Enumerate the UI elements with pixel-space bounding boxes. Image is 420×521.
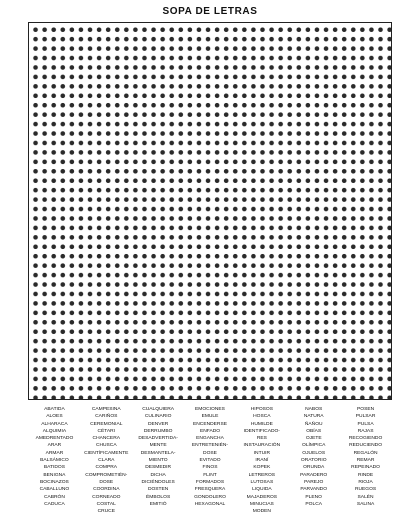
word-list-item: OJUELOS	[302, 450, 326, 456]
word-list-item: CLARA	[98, 458, 115, 464]
word-list-item: EMOCIONES	[195, 407, 225, 412]
word-list-item: POSEN	[357, 407, 375, 412]
word-list-item: MIENTO	[148, 458, 168, 464]
word-list-column	[30, 406, 79, 515]
word-list-item: ARAR	[47, 443, 62, 449]
word-list-item: COMPROMETIÉN-	[85, 472, 128, 478]
word-list-item: PULSAR	[355, 414, 376, 420]
word-list-item: LETREROS	[248, 472, 276, 478]
word-list-item: IDENTIFICADO-	[243, 428, 280, 434]
word-list-item: REMAR	[356, 458, 375, 464]
word-list-item: NATURA	[303, 414, 324, 420]
word-list-item: LIQUIDA	[252, 487, 272, 493]
word-list-item: DOSE	[203, 450, 217, 456]
word-list-item: FORMADOS	[195, 479, 225, 485]
word-list-column	[289, 406, 338, 515]
word-list-item: BATIDOS	[43, 465, 65, 471]
word-list-column	[341, 406, 390, 515]
word-list-item: ÉMBOLOS	[146, 494, 171, 500]
word-list-item: SALÉN	[357, 494, 374, 500]
word-list-item: CIENTÍFICAMENTE	[84, 450, 129, 456]
word-list-column	[237, 406, 286, 515]
word-list-item: COMPRA	[95, 465, 117, 471]
word-list-item: RIOJA	[358, 479, 373, 485]
page-title: SOPA DE LETRAS	[162, 6, 258, 17]
word-list-item: IRANÍ	[255, 458, 269, 464]
word-list-item: CABRÓN	[43, 494, 65, 500]
word-list-item: ENGANCHA	[196, 436, 224, 442]
word-list-item: GONDOLERO	[194, 494, 226, 500]
word-list-item: MAJADEROS	[246, 494, 278, 500]
word-list-item: HUMILDE	[250, 421, 273, 427]
word-list-item: POLCA	[305, 501, 322, 507]
word-list-item: HOSCA	[253, 414, 271, 420]
word-list-item: RAJAS	[357, 428, 374, 434]
word-list-item: DICIÉNDOLES	[141, 479, 175, 485]
word-list-item: HIPOSOS	[250, 407, 273, 412]
word-list-item: DICHA	[150, 472, 166, 478]
word-list-item: DERRUMBO	[143, 428, 173, 434]
word-list-item: FLINT	[203, 472, 217, 478]
word-list-item: ALOES	[46, 414, 63, 420]
word-list-item: RECOGIENDO	[348, 436, 383, 442]
word-list-item: REPEINADO	[351, 465, 380, 471]
letter-grid	[28, 22, 392, 400]
word-list-item: PARVANDO	[300, 487, 328, 493]
word-list-item: BALSÁMICO	[40, 458, 69, 464]
word-list-item: BOCINAZOS	[40, 479, 69, 485]
word-list-item: PAREJO	[304, 479, 324, 485]
word-list-item: DENVER	[147, 421, 169, 427]
word-list	[30, 406, 390, 514]
word-list-item: ARMAR	[45, 450, 64, 456]
word-list-item: COORDINA	[93, 487, 120, 493]
word-list-item: HEXAGONAL	[194, 501, 226, 507]
word-list-item: SALINA	[356, 501, 375, 507]
word-list-item: ÑAÑOU	[304, 421, 323, 427]
word-list-item: CORNEADO	[92, 494, 121, 500]
word-list-item: FRESQUERA	[194, 487, 226, 493]
word-list-item: PARADERO	[300, 472, 328, 478]
word-list-item: CHANCERA	[92, 436, 120, 442]
word-list-item: COSTAL	[96, 501, 116, 507]
word-list-item: PLENO	[305, 494, 322, 500]
word-list-item: CRUCE	[97, 509, 115, 515]
word-list-item: OLÍMPICA	[302, 443, 326, 449]
word-list-item: NABOS	[305, 407, 323, 412]
word-list-item: DESMANTELA-	[140, 450, 176, 456]
word-list-item: REDUCIENDO	[349, 443, 383, 449]
word-list-item: FINOS	[202, 465, 218, 471]
word-list-item: CABALLUNO	[39, 487, 70, 493]
word-list-item: DOSE	[99, 479, 114, 485]
word-list-item: DESMEDIR	[145, 465, 172, 471]
word-list-item: MENTE	[149, 443, 167, 449]
word-list-item: RUEGOS	[354, 487, 377, 493]
word-list-item: RES	[256, 436, 267, 442]
word-list-item: MODEN	[252, 509, 271, 515]
word-list-item: ENFADO	[199, 428, 221, 434]
word-list-item: CEREMONIAL	[90, 421, 123, 427]
word-list-item: CHUSCA	[95, 443, 117, 449]
word-list-item: EVITADO	[199, 458, 221, 464]
word-list-item: ALQUIMIA	[42, 428, 67, 434]
word-list-item: OBÍAS	[306, 428, 322, 434]
word-list-item: CADUCA	[44, 501, 65, 507]
word-list-item: OJETE	[305, 436, 322, 442]
word-list-item: ENTRETENIÉN-	[191, 443, 229, 449]
word-list-item: AMEDRENTADO	[35, 436, 74, 442]
word-list-item: KOPEK	[253, 465, 271, 471]
word-list-column	[186, 406, 235, 515]
word-list-item: CAMPESINA	[91, 407, 121, 412]
word-list-item: EMULE	[201, 414, 219, 420]
word-list-item: ALHARACA	[41, 421, 68, 427]
word-list-column	[82, 406, 131, 515]
word-list-item: DESADVERTIDA-	[138, 436, 178, 442]
word-list-item: INSTAURACIÓN	[243, 443, 281, 449]
word-list-item: INTUIR	[253, 450, 270, 456]
word-list-item: RINDE	[357, 472, 374, 478]
word-list-item: CÉTARI	[97, 428, 116, 434]
word-list-item: ORATORIO	[300, 458, 327, 464]
word-list-item: ORUNDA	[303, 465, 325, 471]
word-list-item: CULINARIO	[144, 414, 172, 420]
word-list-item: REGALÓN	[353, 450, 378, 456]
word-list-item: ABATIDA	[44, 407, 65, 412]
word-list-item: CUALQUIERA	[142, 407, 175, 412]
word-list-item: DOSTEN	[147, 487, 169, 493]
word-list-item: LUTOSAS	[250, 479, 274, 485]
word-list-item: EMITIÓ	[149, 501, 167, 507]
word-list-item: PULSA	[357, 421, 374, 427]
word-list-item: MINUCIAS	[249, 501, 274, 507]
word-list-item: ENCENDERSE	[193, 421, 227, 427]
word-list-column	[134, 406, 183, 515]
word-list-item: CARIÑOS	[95, 414, 118, 420]
word-list-item: BENIGNA	[43, 472, 66, 478]
